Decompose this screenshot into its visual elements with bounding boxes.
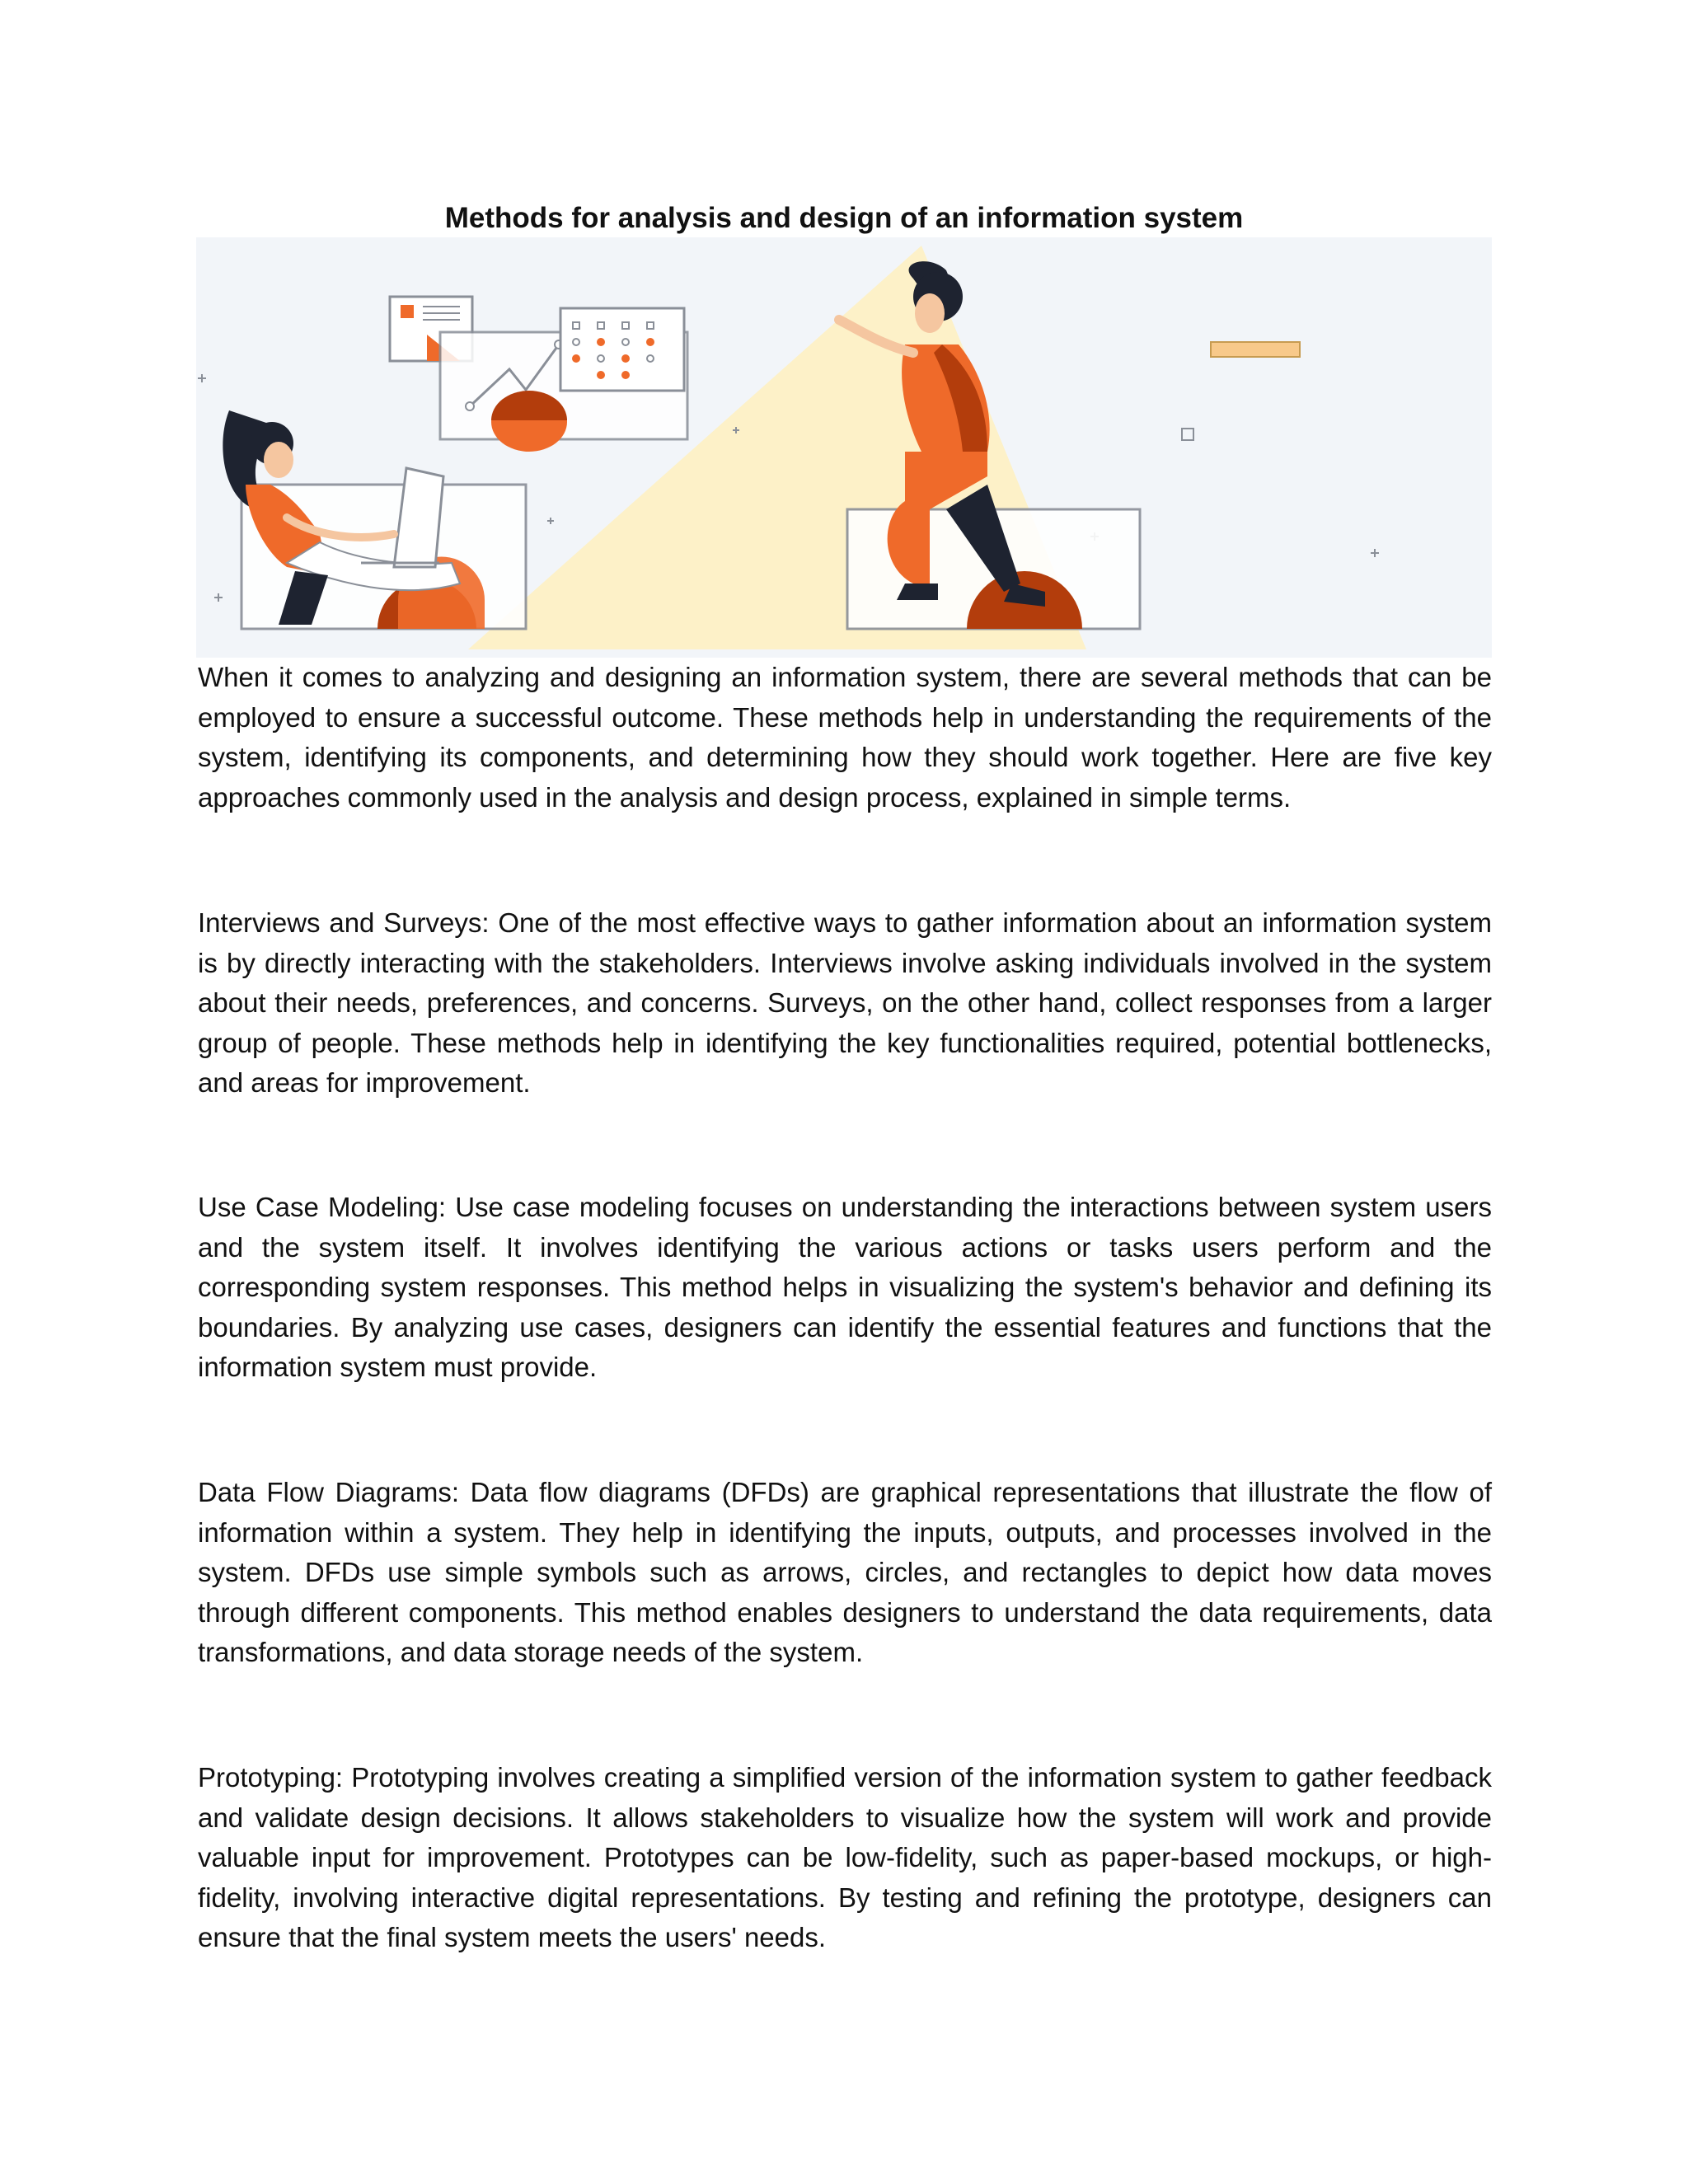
data-flow-diagrams-paragraph: Data Flow Diagrams: Data flow diagrams (DFDs) are graphical representations that illustrate the flow of information within a system. They help in identifying the inputs, outputs, and processes involved in the system. DFDs use simple symbols such as arrows, circles, and rectangles to depict how data moves through different components. This method enables designers to understand the data requirements, data transformations, and data storage needs of the system. (198, 1477, 1492, 1667)
use-case-modeling-paragraph: Use Case Modeling: Use case modeling focuses on understanding the interactions between system users and the system itself. It involves identifying the various actions or tasks users perform and the corresponding system responses. This method helps in visualizing the system's behavior and defining its boundaries. By analyzing use cases, designers can identify the essential features and functions that the information system must provide. (198, 1192, 1492, 1382)
yellow-bar-deco (1211, 342, 1300, 357)
intro-paragraph: When it comes to analyzing and designing an information system, there are several methods that can be employed to ensure a successful outcome. These methods help in understanding the requirements of the system, identifying its components, and determining how they should work together. Here are five key approaches commonly used in the analysis and design process, explained in simple terms. (198, 662, 1492, 813)
prototyping-paragraph: Prototyping: Prototyping involves creating a simplified version of the information system to gather feedback and validate design decisions. It allows stakeholders to visualize how the system will work and provide valuable input for improvement. Prototypes can be low-fidelity, such as paper-based mockups, or high-fidelity, involving interactive digital representations. By testing and refining the prototype, designers can ensure that the final system meets the users' needs. (198, 1762, 1492, 1952)
analysis-illustration (196, 237, 1492, 658)
page-title: Methods for analysis and design of an information system (444, 202, 1244, 234)
interviews-surveys-paragraph: Interviews and Surveys: One of the most effective ways to gather information about an information system is by directly interacting with the stakeholders. Interviews involve asking individuals involved in the system about their needs, preferences, and concerns. Surveys, on the other hand, collect responses from a larger group of people. These methods help in identifying the key functionalities required, potential bottlenecks, and areas for improvement. (198, 907, 1492, 1098)
dot-grid-panel-icon (560, 308, 684, 391)
